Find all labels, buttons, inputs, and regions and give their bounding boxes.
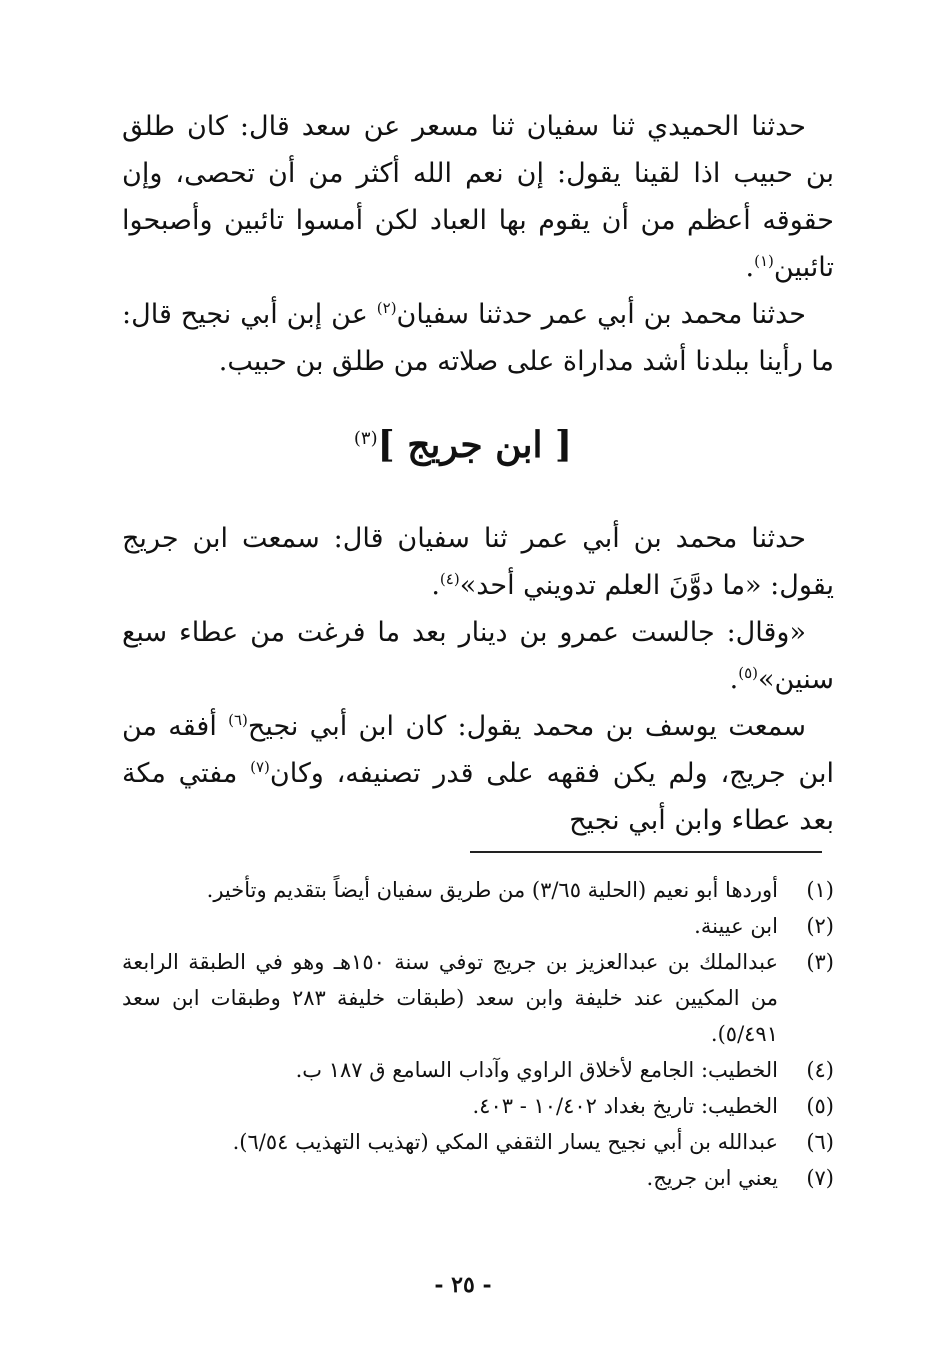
footnote-ref: (٧) [250,758,270,776]
footnote-text: الخطيب: تاريخ بغداد ١٠/٤٠٢ - ٤٠٣. [472,1094,778,1118]
text-run: أفقه من ابن جريج، ولم يكن فقهه على قدر تصنيفه، وكان [122,711,834,789]
footnote-text: ابن عيينة. [694,914,778,938]
text-run: عن إبن أبي نجيح قال: ما رأينا ببلدنا أشد مداراة على صلاته من طلق بن حبيب. [122,299,834,377]
text-run: . [745,252,755,283]
footnote-number: (٢) [806,914,834,938]
main-text-block-2 [122,515,834,844]
page-number: - ٢٥ - [434,1272,492,1298]
paragraph [122,291,834,385]
footnote-item [122,1088,834,1124]
footnote-number: (١) [806,878,834,902]
text-run: «وقال: جالست عمرو بن دينار بعد ما فرغت من عطاء سبع سنين» [122,617,834,695]
main-text-block-1 [122,103,834,385]
footnote-number: (٤) [806,1058,834,1082]
footnote-number: (٥) [806,1094,834,1118]
footnotes-list [122,872,834,1196]
footnote-ref: (٢) [376,299,397,317]
text-run: . [729,664,739,695]
footnote-ref: (٤) [439,570,460,588]
footnote-item [122,1160,834,1196]
footnote-text: يعني ابن جريج. [646,1166,778,1190]
text-run: سمعت يوسف بن محمد يقول: كان ابن أبي نجيح [247,711,806,742]
section-heading-footnote-ref: (٣) [353,428,378,449]
footnote-separator [470,851,822,853]
paragraph [122,103,834,291]
text-run: حدثنا الحميدي ثنا سفيان ثنا مسعر عن سعد قال: كان طلق بن حبيب اذا لقينا يقول: إن نعم الله أكثر من أن تحصى، وإن حقوقه أعظم من أن يقوم بها العباد لكن أمسوا تائبين وأصبحوا تائبين [122,111,834,283]
footnote-text: أوردها أبو نعيم (الحلية ٣/٦٥) من طريق سفيان أيضاً بتقديم وتأخير. [206,878,778,902]
footnote-number: (٣) [806,950,834,974]
text-run: . [431,570,440,601]
text-run: مفتي مكة بعد عطاء وابن أبي نجيح [122,758,834,836]
footnote-number: (٧) [806,1166,834,1190]
text-run: حدثنا محمد بن أبي عمر حدثنا سفيان [396,299,806,330]
text-run: حدثنا محمد بن أبي عمر ثنا سفيان قال: سمعت ابن جريج يقول: «ما دوَّنَ العلم تدويني أحد» [122,523,834,601]
footnote-item [122,1052,834,1088]
footnote-item [122,908,834,944]
paragraph [122,609,834,703]
footnote-text: الخطيب: الجامع لأخلاق الراوي وآداب السامع ق ١٨٧ ب. [295,1058,778,1082]
footnote-text: عبدالله بن أبي نجيح يسار الثقفي المكي (تهذيب التهذيب ٦/٥٤). [232,1130,778,1154]
footnote-ref: (٦) [228,711,248,729]
footnote-item [122,872,834,908]
footnote-number: (٦) [806,1130,834,1154]
footnote-ref: (١) [754,252,774,270]
footnote-item [122,1124,834,1160]
section-heading-title: [ ابن جريج ] [377,424,573,466]
paragraph [122,703,834,844]
section-heading [0,414,926,470]
footnote-text: عبدالملك بن عبدالعزيز بن جريج توفي سنة ١٥٠هـ وهو في الطبقة الرابعة من المكيين عند خليفة وابن سعد (طبقات خليفة ٢٨٣ وطبقات ابن سعد ٥/٤٩١). [122,950,778,1046]
paragraph [122,515,834,609]
footnote-item [122,944,834,1052]
footnote-ref: (٥) [738,664,758,682]
